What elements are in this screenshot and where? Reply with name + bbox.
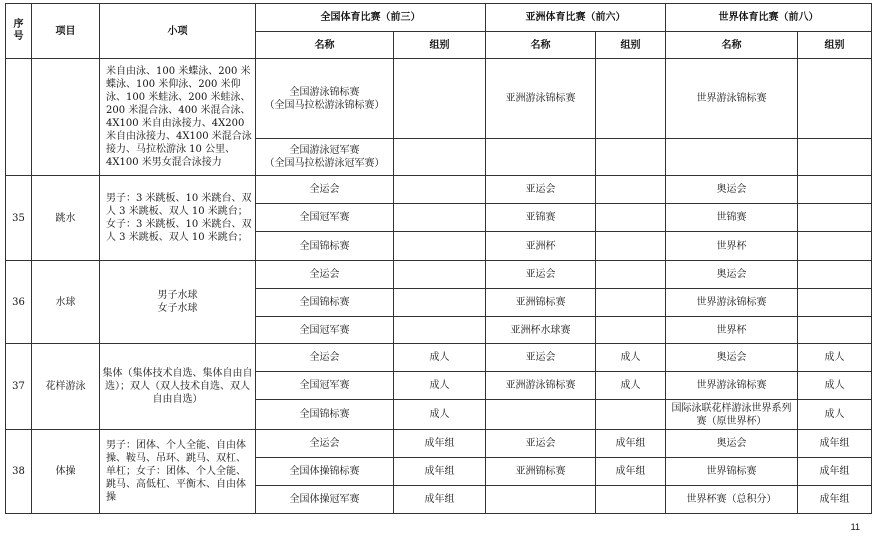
national-group-cell: 成人 [394, 372, 486, 400]
world-group-cell: 成人 [798, 372, 872, 400]
table-row [6, 430, 872, 458]
asian-group-cell [596, 59, 666, 139]
world-name-cell: 世界杯 [666, 232, 798, 261]
asian-name-cell: 亚洲杯水球赛 [486, 317, 596, 344]
header-group: 组别 [798, 32, 872, 59]
world-group-cell [798, 59, 872, 139]
project-cell: 水球 [32, 261, 100, 344]
asian-name-cell: 亚洲锦标赛 [486, 458, 596, 486]
asian-group-cell [596, 176, 666, 204]
world-name-cell: 世界锦标赛 [666, 458, 798, 486]
sub-items-cell: 男子：3 米跳板、10 米跳台、双人 3 米跳板、双人 10 米跳台；女子：3 米跳板、10 米跳台、双人 3 米跳板、双人 10 米跳台； [100, 176, 256, 261]
table-row [6, 261, 872, 289]
national-group-cell [394, 261, 486, 289]
national-name-cell: 全运会 [256, 344, 394, 372]
national-group-cell: 成年组 [394, 486, 486, 514]
asian-name-cell: 亚运会 [486, 261, 596, 289]
world-group-cell [798, 232, 872, 261]
national-name-cell: 全国锦标赛 [256, 400, 394, 430]
asian-name-cell: 亚运会 [486, 430, 596, 458]
asian-group-cell: 成人 [596, 372, 666, 400]
asian-group-cell [596, 400, 666, 430]
national-group-cell: 成人 [394, 400, 486, 430]
seq-cell: 36 [6, 261, 32, 344]
national-group-cell [394, 59, 486, 139]
asian-name-cell [486, 139, 596, 176]
asian-group-cell [596, 289, 666, 317]
world-name-cell: 世界杯 [666, 317, 798, 344]
header-group: 组别 [596, 32, 666, 59]
competition-table [5, 3, 872, 514]
asian-group-cell [596, 139, 666, 176]
seq-cell [6, 59, 32, 176]
sub-items-cell: 米自由泳、100 米蝶泳、200 米蝶泳、100 米仰泳、200 米仰泳、100 米蛙泳、200 米蛙泳、200 米混合泳、400 米混合泳、4X100 米自由泳接力、4X200 米自由泳接力、4X100 米混合泳接力、马拉松游泳 10 公里、4X100 米男女混合泳接力 [100, 59, 256, 176]
national-group-cell [394, 139, 486, 176]
world-name-cell: 奥运会 [666, 430, 798, 458]
asian-group-cell [596, 317, 666, 344]
asian-name-cell: 亚锦赛 [486, 204, 596, 232]
seq-cell: 37 [6, 344, 32, 430]
world-name-cell: 世界杯赛（总积分） [666, 486, 798, 514]
world-group-cell: 成人 [798, 344, 872, 372]
national-name-cell: 全国游泳冠军赛 （全国马拉松游泳冠军赛） [256, 139, 394, 176]
world-name-cell: 世界游泳锦标赛 [666, 372, 798, 400]
national-group-cell: 成年组 [394, 458, 486, 486]
national-name-cell: 全国体操冠军赛 [256, 486, 394, 514]
table-row [6, 344, 872, 372]
world-group-cell: 成年组 [798, 430, 872, 458]
header-national: 全国体育比赛（前三） [256, 4, 486, 32]
national-group-cell: 成人 [394, 344, 486, 372]
project-cell: 花样游泳 [32, 344, 100, 430]
national-name-cell: 全运会 [256, 430, 394, 458]
header-project: 项目 [32, 4, 100, 59]
header-name: 名称 [256, 32, 394, 59]
national-group-cell: 成年组 [394, 430, 486, 458]
national-group-cell [394, 176, 486, 204]
world-name-cell [666, 139, 798, 176]
world-name-cell: 世界游泳锦标赛 [666, 59, 798, 139]
table-row [6, 59, 872, 139]
asian-group-cell: 成年组 [596, 458, 666, 486]
world-group-cell [798, 204, 872, 232]
national-name-cell: 全运会 [256, 261, 394, 289]
world-group-cell [798, 289, 872, 317]
national-name-cell: 全运会 [256, 176, 394, 204]
asian-name-cell: 亚洲杯 [486, 232, 596, 261]
asian-name-cell: 亚洲锦标赛 [486, 289, 596, 317]
asian-group-cell [596, 204, 666, 232]
header-name: 名称 [486, 32, 596, 59]
national-name-cell: 全国锦标赛 [256, 232, 394, 261]
asian-group-cell [596, 486, 666, 514]
asian-group-cell: 成年组 [596, 430, 666, 458]
world-group-cell [798, 261, 872, 289]
header-asian: 亚洲体育比赛（前六） [486, 4, 666, 32]
page-number: 11 [850, 522, 860, 532]
project-cell: 跳水 [32, 176, 100, 261]
national-group-cell [394, 317, 486, 344]
national-group-cell [394, 232, 486, 261]
seq-cell: 35 [6, 176, 32, 261]
sub-items-cell: 集体（集体技术自选、集体自由自选）；双人（双人技术自选、双人自由自选） [100, 344, 256, 430]
world-group-cell [798, 176, 872, 204]
world-group-cell: 成人 [798, 400, 872, 430]
project-cell: 体操 [32, 430, 100, 514]
world-name-cell: 奥运会 [666, 344, 798, 372]
world-group-cell: 成年组 [798, 486, 872, 514]
world-name-cell: 世锦赛 [666, 204, 798, 232]
table-row [6, 176, 872, 204]
header-sub: 小项 [100, 4, 256, 59]
world-group-cell: 成年组 [798, 458, 872, 486]
national-group-cell [394, 204, 486, 232]
asian-name-cell: 亚运会 [486, 176, 596, 204]
asian-name-cell [486, 400, 596, 430]
asian-name-cell [486, 486, 596, 514]
world-group-cell [798, 317, 872, 344]
asian-name-cell: 亚洲游泳锦标赛 [486, 372, 596, 400]
asian-name-cell: 亚洲游泳锦标赛 [486, 59, 596, 139]
national-name-cell: 全国体操锦标赛 [256, 458, 394, 486]
asian-group-cell [596, 232, 666, 261]
world-name-cell: 奥运会 [666, 176, 798, 204]
world-name-cell: 奥运会 [666, 261, 798, 289]
header-seq: 序 号 [6, 4, 32, 59]
header-name: 名称 [666, 32, 798, 59]
national-name-cell: 全国锦标赛 [256, 289, 394, 317]
national-group-cell [394, 289, 486, 317]
header-world: 世界体育比赛（前八） [666, 4, 872, 32]
national-name-cell: 全国冠军赛 [256, 372, 394, 400]
world-group-cell [798, 139, 872, 176]
sub-items-cell: 男子水球 女子水球 [100, 261, 256, 344]
world-name-cell: 世界游泳锦标赛 [666, 289, 798, 317]
national-name-cell: 全国冠军赛 [256, 204, 394, 232]
national-name-cell: 全国游泳锦标赛 （全国马拉松游泳锦标赛） [256, 59, 394, 139]
seq-cell: 38 [6, 430, 32, 514]
world-name-cell: 国际泳联花样游泳世界系列赛（原世界杯） [666, 400, 798, 430]
project-cell [32, 59, 100, 176]
asian-group-cell: 成人 [596, 344, 666, 372]
national-name-cell: 全国冠军赛 [256, 317, 394, 344]
sub-items-cell: 男子：团体、个人全能、自由体操、鞍马、吊环、跳马、双杠、单杠；女子：团体、个人全能、跳马、高低杠、平衡木、自由体操 [100, 430, 256, 514]
asian-group-cell [596, 261, 666, 289]
asian-name-cell: 亚运会 [486, 344, 596, 372]
header-group: 组别 [394, 32, 486, 59]
